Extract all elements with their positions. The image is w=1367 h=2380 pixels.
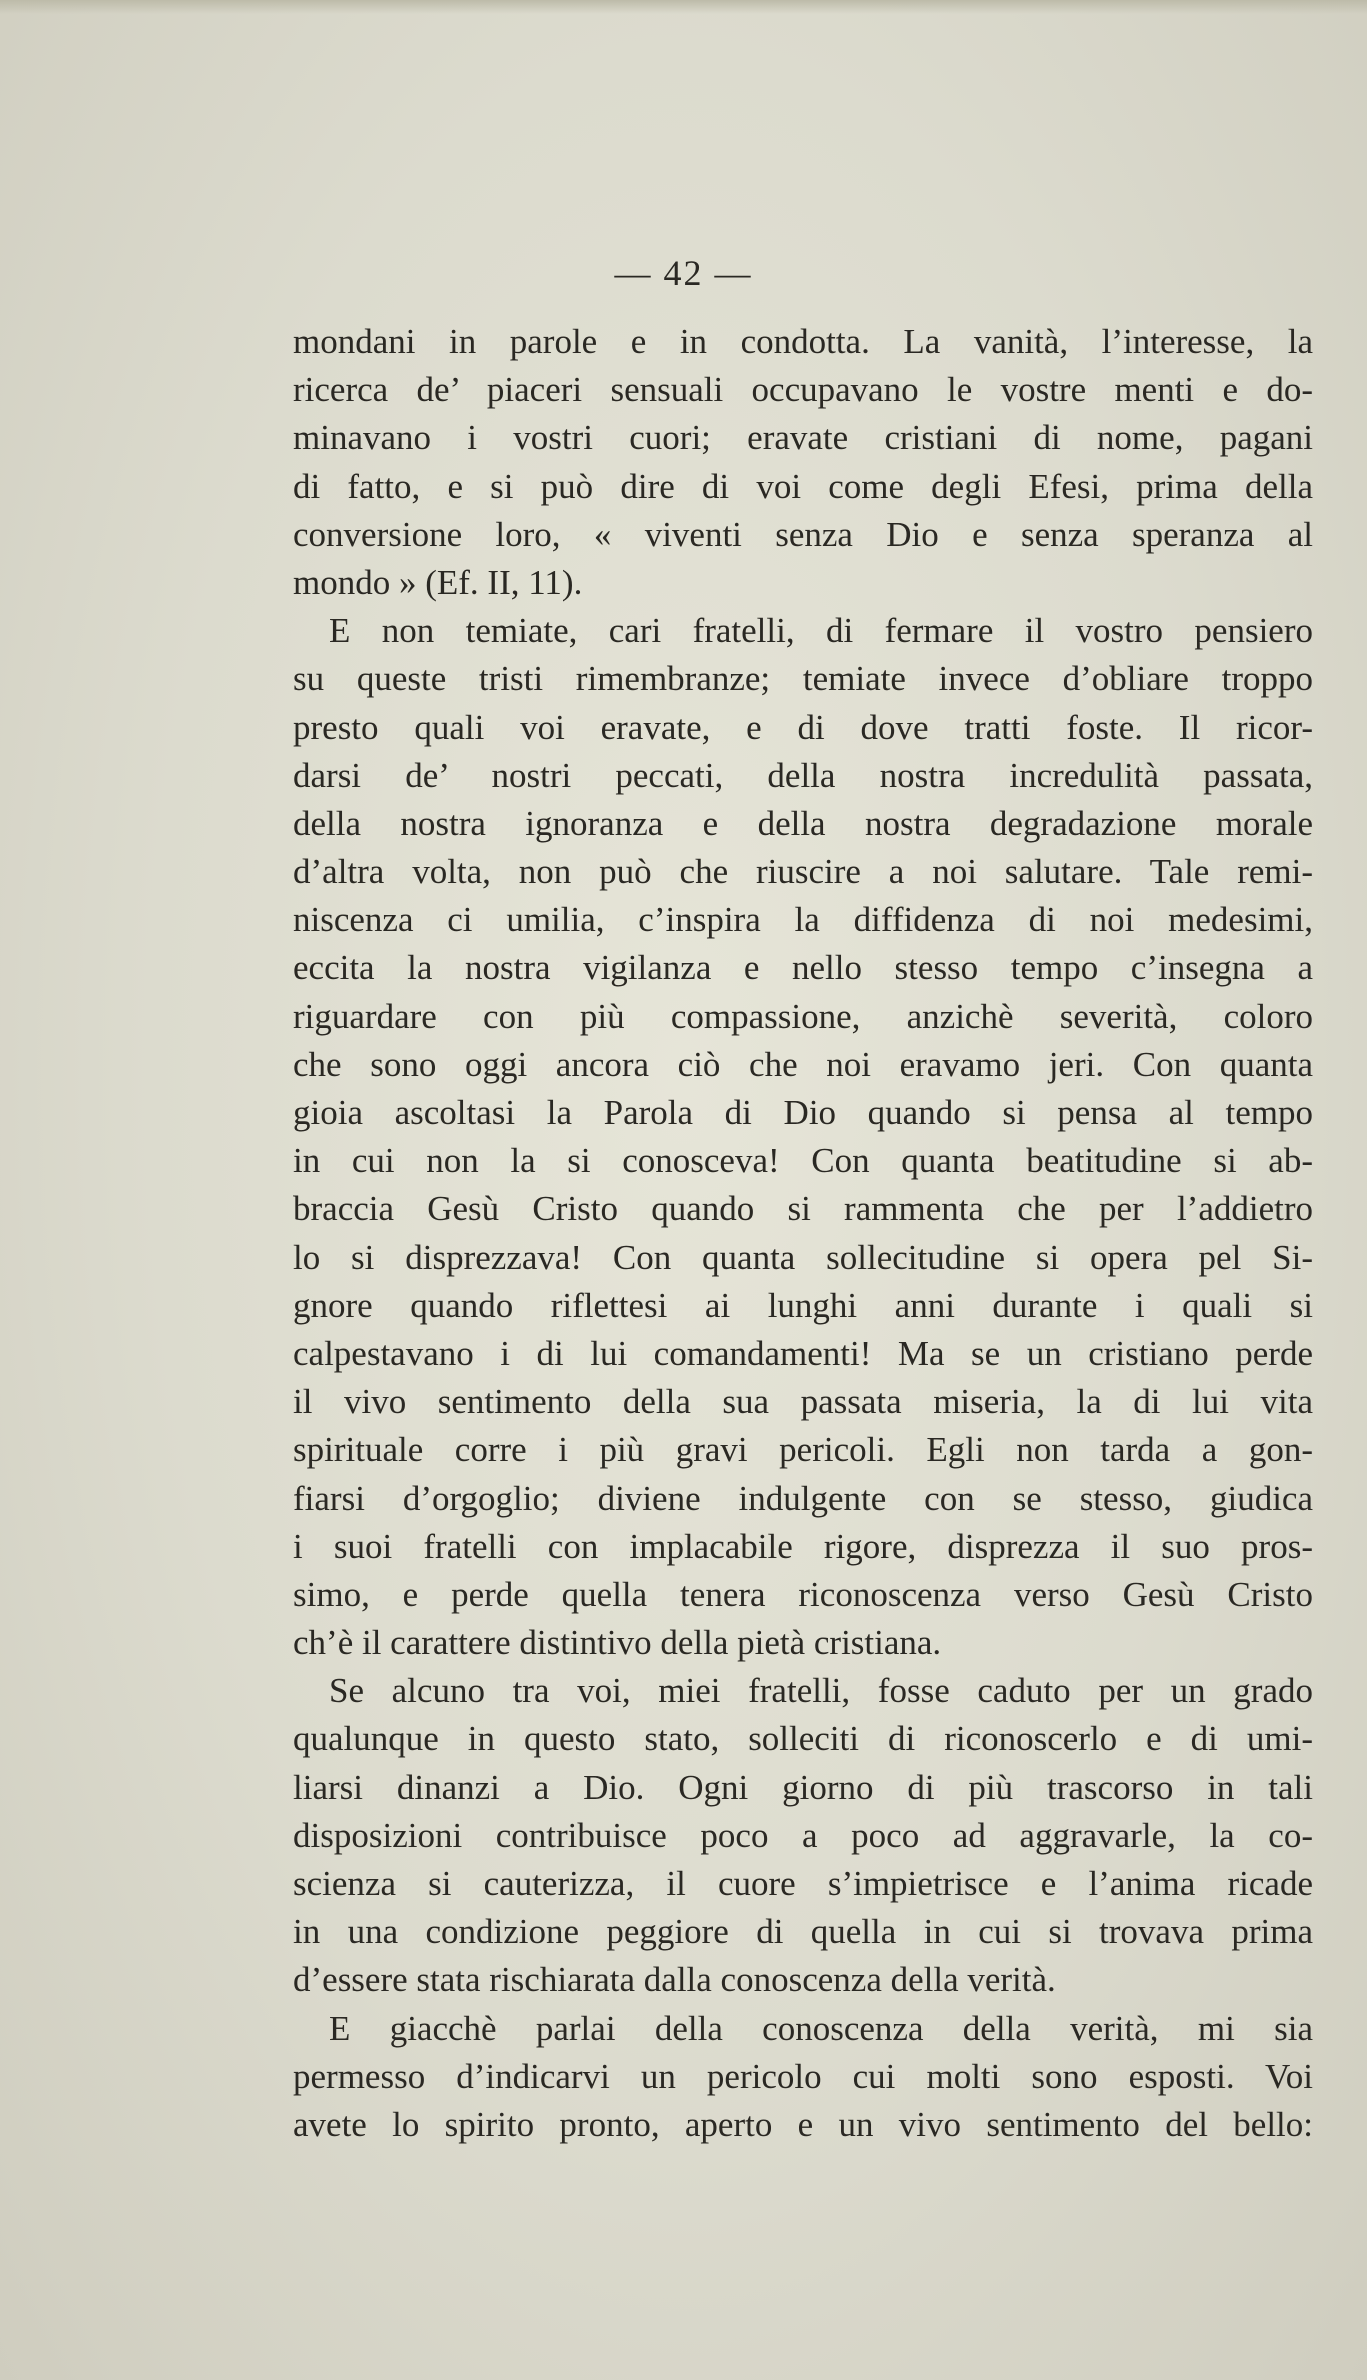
page-top-edge (0, 0, 1367, 14)
text-line: darsi de’ nostri peccati, della nostra incredulità passata, (293, 755, 1313, 795)
text-line: riguardare con più compassione, anzichè severità, coloro (293, 996, 1313, 1036)
text-line: scienza si cauterizza, il cuore s’impietrisce e l’anima ricade (293, 1864, 1313, 1903)
text-line: calpestavano i di lui comandamenti! Ma se un cristiano perde (293, 1333, 1313, 1373)
text-line: i suoi fratelli con implacabile rigore, disprezza il suo pros- (293, 1526, 1313, 1566)
text-line: niscenza ci umilia, c’inspira la diffidenza di noi medesimi, (293, 900, 1313, 940)
text-line: ricerca de’ piaceri sensuali occupavano le vostre menti e do- (293, 370, 1313, 410)
text-line: fiarsi d’orgoglio; diviene indulgente con se stesso, giudica (293, 1478, 1313, 1518)
text-line: qualunque in questo stato, solleciti di riconoscerlo e di umi- (293, 1719, 1313, 1759)
text-line: conversione loro, « viventi senza Dio e senza speranza al (293, 514, 1313, 554)
text-line: E non temiate, cari fratelli, di fermare il vostro pensiero (329, 611, 1313, 651)
page-number: — 42 — (614, 253, 753, 293)
text-line: d’essere stata rischiarata dalla conoscenza della verità. (293, 1960, 1056, 2000)
text-line: simo, e perde quella tenera riconoscenza verso Gesù Cristo (293, 1574, 1313, 1614)
text-line: mondani in parole e in condotta. La vanità, l’interesse, la (293, 322, 1313, 361)
text-line: E giacchè parlai della conoscenza della verità, mi sia (329, 2008, 1313, 2048)
text-line: liarsi dinanzi a Dio. Ogni giorno di più trascorso in tali (293, 1767, 1313, 1807)
text-line: minavano i vostri cuori; eravate cristiani di nome, pagani (293, 418, 1313, 458)
text-line: che sono oggi ancora ciò che noi eravamo jeri. Con quanta (293, 1044, 1313, 1084)
text-line: su queste tristi rimembranze; temiate invece d’obliare troppo (293, 659, 1313, 699)
text-line: mondo » (Ef. II, 11). (293, 562, 583, 602)
text-line: Se alcuno tra voi, miei fratelli, fosse caduto per un grado (329, 1671, 1313, 1711)
text-line: permesso d’indicarvi un pericolo cui molti sono esposti. Voi (293, 2056, 1313, 2096)
text-line: disposizioni contribuisce poco a poco ad aggravarle, la co- (293, 1815, 1313, 1855)
text-line: d’altra volta, non può che riuscire a noi salutare. Tale remi- (293, 852, 1313, 892)
text-line: lo si disprezzava! Con quanta sollecitudine si opera pel Si- (293, 1237, 1313, 1277)
body-text (293, 318, 1313, 2149)
text-line: gioia ascoltasi la Parola di Dio quando si pensa al tempo (293, 1093, 1313, 1132)
text-line: in una condizione peggiore di quella in cui si trovava prima (293, 1912, 1313, 1952)
text-line: di fatto, e si può dire di voi come degli Efesi, prima della (293, 466, 1313, 506)
text-line: il vivo sentimento della sua passata miseria, la di lui vita (293, 1382, 1313, 1422)
text-line: avete lo spirito pronto, aperto e un vivo sentimento del bello: (293, 2104, 1313, 2144)
text-line: spirituale corre i più gravi pericoli. Egli non tarda a gon- (293, 1430, 1313, 1470)
text-line: gnore quando riflettesi ai lunghi anni durante i quali si (293, 1285, 1313, 1325)
text-line: eccita la nostra vigilanza e nello stesso tempo c’insegna a (293, 948, 1313, 988)
text-line: presto quali voi eravate, e di dove tratti foste. Il ricor- (293, 707, 1313, 747)
text-line: braccia Gesù Cristo quando si rammenta che per l’addietro (293, 1189, 1313, 1229)
text-line: ch’è il carattere distintivo della pietà cristiana. (293, 1623, 942, 1663)
text-line: della nostra ignoranza e della nostra degradazione morale (293, 803, 1313, 843)
text-line: in cui non la si conosceva! Con quanta beatitudine si ab- (293, 1141, 1313, 1181)
